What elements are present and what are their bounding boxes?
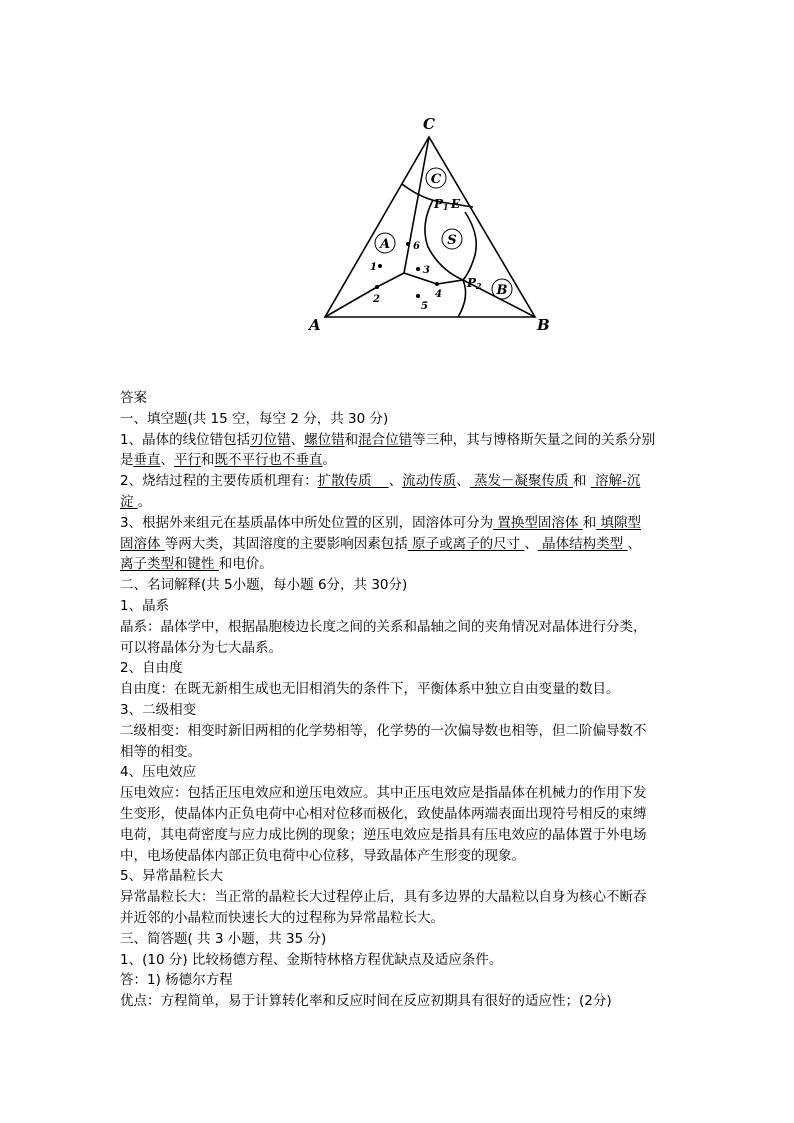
term-4-text: 压电效应：包括正压电效应和逆压电效应。其中正压电效应是指晶体在机械力的作用下发 [120, 785, 647, 802]
term-4-text: 中，电场使晶体内部正负电荷中心位移，导致晶体产生形变的现象。 [120, 847, 525, 864]
term-2-title: 2、自由度 [120, 660, 183, 677]
q2-line2: 淀 。 [120, 493, 152, 510]
vertex-label-b: B [537, 316, 550, 334]
region-label-s: S [447, 233, 457, 248]
term-3-text: 二级相变：相变时新旧两相的化学势相等，化学势的一次偏导数也相等，但二阶偏导数不 [120, 722, 647, 739]
point-3 [416, 267, 420, 271]
label-1: 1 [370, 262, 377, 273]
q1-line1: 1、晶体的线位错包括刃位错、螺位错和混合位错等三种，其与博格斯矢量之间的关系分别 [120, 431, 656, 448]
boundary-s-left [425, 200, 463, 280]
term-5-text: 异常晶粒长大：当正常的晶粒长大过程停止后，具有多边界的大晶粒以自身为核心不断吞 [120, 889, 647, 906]
section-3-heading: 三、简答题( 共 3 小题，共 35 分) [120, 930, 327, 947]
term-4-text: 电荷，其电荷密度与应力成比例的现象；逆压电效应是指具有压电效应的晶体置于外电场 [120, 826, 647, 843]
region-label-a: A [379, 237, 391, 252]
label-4: 4 [435, 289, 442, 300]
region-label-b: B [496, 283, 508, 298]
vertex-label-a: A [309, 316, 321, 334]
term-3-text: 相等的相变。 [120, 743, 201, 760]
label-e: E [451, 197, 461, 211]
term-5-text: 并近邻的小晶粒而快速长大的过程称为异常晶粒长大。 [120, 909, 444, 926]
term-1-title: 1、晶系 [120, 597, 170, 614]
q2-line1: 2、烧结过程的主要传质机理有：扩散传质 、流动传质、 蒸发－凝聚传质 和 溶解-沉 [120, 473, 641, 490]
point-6 [406, 242, 410, 246]
s3-answer-line: 答：1) 杨德尔方程 [120, 972, 233, 989]
q3-line1: 3、根据外来组元在基质晶体中所处位置的区别，固溶体可分为 置换型固溶体 和 填隙型 [120, 514, 641, 531]
term-4-title: 4、压电效应 [120, 764, 197, 781]
q3-line3: 离子类型和键性 和电价。 [120, 556, 273, 573]
s3-answer-line: 优点：方程简单，易于计算转化率和反应时间在反应初期具有很好的适应性；(2分) [120, 993, 612, 1010]
point-4 [435, 282, 439, 286]
label-2: 2 [373, 294, 380, 305]
q3-line2: 固溶体 等两大类，其固溶度的主要影响因素包括 原子或离子的尺寸 、 晶体结构类型 、 [120, 535, 641, 552]
point-2 [375, 285, 379, 289]
q1-line2: 是垂直、平行和既不平行也不垂直。 [120, 452, 336, 469]
answer-document [120, 388, 680, 1012]
doc-title: 答案 [120, 390, 147, 406]
term-2-text: 自由度：在既无新相生成也无旧相消失的条件下，平衡体系中独立自由变量的数目。 [120, 681, 620, 698]
label-p1: P1 [434, 197, 449, 212]
ternary-phase-diagram [0, 0, 794, 360]
section-2-heading: 二、名词解释(共 5小题，每小题 6分，共 30分) [120, 577, 408, 594]
region-label-c: C [430, 172, 442, 187]
s3-question-1: 1、(10 分) 比较杨德方程、金斯特林格方程优缺点及适应条件。 [120, 951, 503, 968]
label-5: 5 [421, 301, 428, 312]
term-5-title: 5、异常晶粒长大 [120, 868, 224, 885]
term-1-text: 可以将晶体分为七大晶系。 [120, 639, 282, 656]
boundary-p2-base [458, 280, 466, 317]
vertex-label-c: C [423, 115, 435, 133]
term-3-title: 3、二级相变 [120, 701, 197, 718]
term-1-text: 晶系：晶体学中，根据晶胞棱边长度之间的关系和晶轴之间的夹角情况对晶体进行分类， [120, 618, 647, 635]
label-p2: P2 [467, 276, 482, 291]
point-1 [378, 264, 382, 268]
label-3: 3 [423, 265, 430, 276]
boundary-s-right [463, 212, 476, 280]
section-1-heading: 一、填空题(共 15 空，每空 2 分，共 30 分) [120, 410, 389, 427]
term-4-text: 生变形，使晶体内正负电荷中心相对位移而极化，致使晶体两端表面出现符号相反的束缚 [120, 805, 647, 822]
label-6: 6 [413, 241, 420, 252]
point-5 [416, 294, 420, 298]
